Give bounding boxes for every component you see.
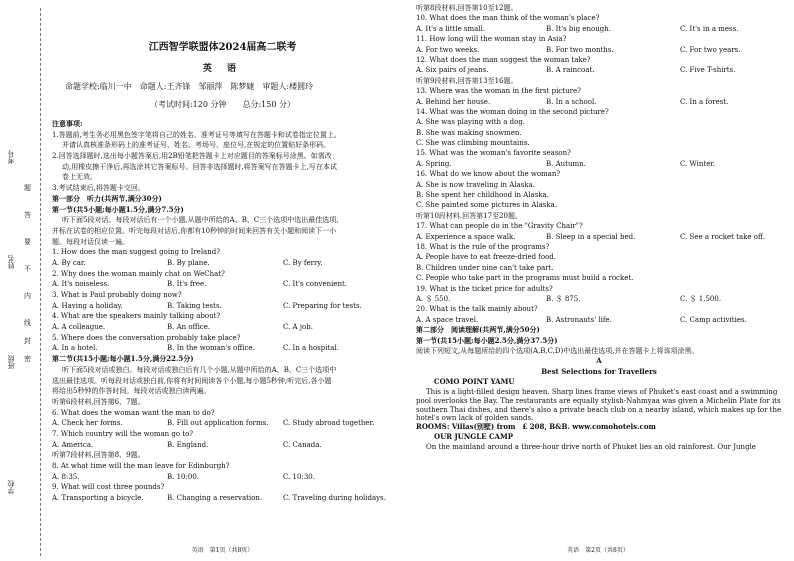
passage-subheading: OUR JUNGLE CAMP: [434, 431, 513, 441]
question-options: [416, 46, 782, 56]
option-c[interactable]: C. By ferry.: [283, 258, 323, 267]
instruction-line: 题。每段对话仅读一遍。: [52, 237, 129, 246]
question-options: [52, 302, 390, 313]
question-options: [52, 419, 390, 430]
option-c[interactable]: C. It's in a mess.: [680, 24, 739, 33]
option-a[interactable]: A. A space travel.: [416, 315, 479, 324]
instruction-line: 听下面5段对话。每段对话后有一个小题,从题中所给的A、B、C三个选项中选出最佳选项,: [62, 216, 339, 225]
option-a[interactable]: A. For two weeks.: [416, 45, 480, 54]
option-a[interactable]: A. Spring.: [416, 159, 452, 168]
option-a[interactable]: A. America.: [52, 440, 94, 449]
margin-glyph: 密: [24, 355, 31, 363]
option-a[interactable]: A. It's noiseless.: [52, 280, 110, 289]
note-line: 3.考试结束后,将答题卡交回。: [52, 184, 145, 193]
option-b[interactable]: B. Taking tests.: [167, 301, 222, 310]
option-a[interactable]: A. Experience a space walk.: [416, 232, 516, 241]
question-stem: 4. What are the speakers mainly talking about?: [52, 312, 221, 321]
margin-glyph: 内: [24, 292, 31, 300]
page-1-footer: 英语 第1页（共8页）: [191, 546, 254, 554]
option-a[interactable]: A. She is now traveling in Alaska.: [416, 180, 535, 189]
option-b[interactable]: B. Astronauts' life.: [546, 315, 612, 324]
option-b[interactable]: B. Autumn.: [546, 159, 586, 168]
option-c[interactable]: C. In a hospital.: [283, 344, 339, 353]
seal-line: [40, 8, 41, 556]
question-stem: 7. Which country will the woman go to?: [52, 429, 194, 438]
option-c[interactable]: C. Winter.: [680, 159, 716, 168]
page-2-footer: 英语 第2页（共8页）: [567, 546, 629, 554]
option-b[interactable]: B. An office.: [167, 323, 211, 332]
option-c[interactable]: C. Five T-shirts.: [680, 66, 736, 75]
question-options: [416, 160, 782, 170]
instruction-line: 听下面5段对话或独白。每段对话或独白后有几个小题,从题中所给的A、B、C三个选项中: [62, 365, 337, 374]
instruction-line: 并标在试卷的相应位置。听完每段对话后,你都有10秒钟的时间来回答有关小题和阅读下一小: [52, 226, 337, 235]
question-stem: 3. What is Paul probably doing now?: [52, 291, 182, 299]
option-a[interactable]: A. Check her forms.: [52, 419, 123, 428]
question-stem: 11. How long will the woman stay in Asia?: [416, 35, 567, 44]
option-a[interactable]: A. Six pairs of jeans.: [416, 66, 489, 75]
option-b[interactable]: B. By plane.: [167, 258, 210, 267]
option-a[interactable]: A. She was playing with a dog.: [416, 118, 526, 127]
option-b[interactable]: B. It's big enough.: [546, 24, 611, 33]
option-a[interactable]: A. 8:35.: [52, 472, 80, 481]
question-stem: 18. What is the rule of the programs?: [416, 242, 550, 251]
margin-glyph: 答: [24, 211, 31, 219]
passage-paragraph: On the mainland around a three-hour drive north of Phuket lies an old rainforest. Our Jungle: [426, 443, 756, 452]
note-line: 卷上无效。: [62, 173, 97, 182]
option-c[interactable]: C. In a forest.: [680, 97, 729, 106]
question-stem: 16. What do we know about the woman?: [416, 170, 561, 179]
option-c[interactable]: C. People who take part in the programs must build a rocket.: [416, 274, 634, 283]
question-options: [416, 98, 782, 108]
listening-material-note: 听第6段材料,回答第6、7题。: [52, 397, 145, 406]
option-b[interactable]: B. 10:00.: [167, 472, 199, 481]
margin-label-name: 姓名: [7, 255, 15, 269]
question-stem: 5. Where does the conversation probably take place?: [52, 333, 241, 342]
question-options: [416, 233, 782, 243]
option-b[interactable]: B. Changing a reservation.: [167, 494, 263, 503]
option-c[interactable]: C. She was climbing mountains.: [416, 139, 530, 148]
option-b[interactable]: B. Sleep in a special bed.: [546, 232, 636, 241]
question-stem: 17. What can people do in the "Gravity Chair"?: [416, 222, 583, 231]
note-line: 1.答题前,考生务必用黑色签字笔将自己的姓名、准考证号等填写在答题卡和试卷指定位置上。: [52, 130, 341, 139]
question-options: [52, 441, 390, 452]
page-1-content: [52, 120, 390, 505]
option-b[interactable]: B. She spent her childhood in Alaska.: [416, 191, 549, 200]
page-2-content: [416, 4, 782, 452]
option-a[interactable]: A. People have to eat freeze-dried food.: [416, 253, 557, 262]
page-2: [412, 0, 784, 561]
passage-paragraph: This is a light-filled design heaven. Sharp lines frame views of Phuket's east coast and a swimming pool overlooks the Bay. The restaurants are equally stylish-Nahmyaa was given a Michelin Plate for its southern Thai dishes, and there's also a private beach club on a nearby island, which makes up for the hotel's own lack of golden sands.: [416, 388, 782, 423]
listening-material-note: 听第7段材料,回答第8、9题。: [52, 451, 145, 460]
page-1: [50, 0, 395, 561]
listening-material-note: 听第8段材料,回答第10至12题。: [416, 4, 518, 12]
option-b[interactable]: B. In a school.: [546, 97, 597, 106]
part1-heading: 第一部分 听力(共两节,满分30分): [52, 193, 162, 203]
option-b[interactable]: B. ＄ 875.: [546, 294, 581, 303]
option-b[interactable]: B. In the woman's office.: [167, 344, 255, 353]
option-c[interactable]: C. Camp activities.: [680, 315, 747, 324]
passage-subheading: COMO POINT YAMU: [434, 377, 515, 387]
option-a[interactable]: A. By car.: [52, 258, 86, 267]
margin-label-school: 学校: [7, 480, 15, 494]
subject-title: 英 语: [202, 64, 243, 74]
instruction-line: 将给出5秒钟的作答时间。每段对话或独白读两遍。: [52, 387, 211, 396]
rooms-info: ROOMS: Villas(别墅) from £ 208, B&B. www.comohotels.com: [416, 421, 656, 431]
question-options: [416, 25, 782, 35]
question-stem: 2. Why does the woman mainly chat on WeChat?: [52, 269, 225, 278]
exam-info: （考试时间:120 分钟 总分:150 分）: [149, 100, 295, 109]
option-a[interactable]: A. Transporting a bicycle.: [52, 494, 144, 503]
note-line: 并请认真核准条形码上的准考证号、姓名、考场号、座位号,在规定的位置贴好条形码。: [62, 141, 331, 150]
option-b[interactable]: B. A raincoat.: [546, 66, 595, 75]
question-stem: 8. At what time will the man leave for Edinburgh?: [52, 462, 230, 470]
option-a[interactable]: A. In a hotel.: [52, 344, 98, 353]
option-c[interactable]: C. ＄ 1,500.: [680, 294, 722, 303]
passage-title: Best Selections for Travellers: [541, 366, 657, 376]
question-options: [52, 494, 390, 505]
listening-material-note: 听第9段材料,回答第13至16题。: [416, 76, 518, 85]
question-options: [416, 66, 782, 76]
margin-label-class: 班级: [7, 355, 15, 369]
notes-heading: 注意事项:: [52, 119, 83, 128]
option-a[interactable]: A. ＄ 550.: [416, 294, 451, 303]
option-c[interactable]: C. Traveling during holidays.: [283, 494, 386, 503]
option-a[interactable]: A. Having a holiday.: [52, 301, 123, 310]
option-a[interactable]: A. It's a little small.: [416, 24, 486, 33]
instruction-line: 选出最佳选项。听每段对话或独白前,你将有时间阅读各个小题,每小题5秒钟;听完后,各小题: [52, 376, 332, 385]
question-stem: 9. What will cost three pounds?: [52, 483, 165, 492]
question-stem: 6. What does the woman want the man to do?: [52, 408, 215, 417]
margin-glyph: 线: [24, 319, 31, 327]
part2-sec1-heading: 第一节(共15小题;每小题2.5分,满分37.5分): [416, 335, 558, 345]
option-c[interactable]: C. She painted some pictures in Alaska.: [416, 201, 558, 210]
option-b[interactable]: B. Children under nine can't take part.: [416, 263, 554, 272]
listening-material-note: 听第10段材料,回答第17至20题。: [416, 211, 522, 220]
option-a[interactable]: A. Behind her house.: [416, 97, 491, 106]
option-b[interactable]: B. Fill out application forms.: [167, 419, 269, 428]
question-options: [52, 280, 390, 291]
part2-heading: 第二部分 阅读理解(共两节,满分50分): [416, 325, 540, 335]
question-stem: 15. What was the woman's favorite season?: [416, 149, 571, 158]
margin-glyph: 不: [24, 265, 31, 273]
margin-glyph: 要: [24, 238, 31, 246]
option-c[interactable]: C. 10:30.: [283, 472, 315, 481]
margin-glyph: 封: [24, 337, 31, 345]
part1-sec2-heading: 第二节(共15小题;每小题1.5分,满分22.5分): [52, 354, 194, 364]
reading-instruction: 阅读下列短文,从每题所给的四个选项(A,B,C,D)中选出最佳选项,并在答题卡上将该项涂黑。: [416, 346, 699, 355]
question-options: [52, 259, 390, 270]
margin-glyph: 题: [24, 184, 31, 192]
option-a[interactable]: A. A colleague.: [52, 323, 106, 332]
option-b[interactable]: B. She was making snowmen.: [416, 128, 522, 137]
option-c[interactable]: C. For two years.: [680, 45, 741, 54]
option-c[interactable]: C. It's convenient.: [283, 280, 348, 289]
question-stem: 12. What does the man suggest the woman take?: [416, 55, 591, 64]
option-c[interactable]: C. Preparing for tests.: [283, 301, 362, 310]
option-c[interactable]: C. See a rocket take off.: [680, 232, 765, 241]
question-stem: 14. What was the woman doing in the second picture?: [416, 107, 609, 116]
exam-title: 江西智学联盟体2024届高二联考: [148, 42, 297, 53]
question-options: [416, 295, 782, 305]
question-options: [52, 473, 390, 484]
option-c[interactable]: C. Canada.: [283, 440, 322, 449]
question-stem: 13. Where was the woman in the first picture?: [416, 87, 581, 96]
question-options: [52, 323, 390, 334]
binding-margin: [0, 0, 52, 561]
question-stem: 19. What is the ticket price for adults?: [416, 284, 553, 293]
option-b[interactable]: B. It's free.: [167, 280, 207, 289]
option-b[interactable]: B. For two months.: [546, 45, 614, 54]
option-c[interactable]: C. Study abroad together.: [283, 419, 375, 428]
note-line: 动,用橡皮擦干净后,再选涂其它答案标号。回答非选择题时,将答案写在答题卡上,写在本试: [62, 162, 337, 171]
note-line: 2.回答选择题时,选出每小题答案后,用2B铅笔把答题卡上对应题目的答案标号涂黑。如需改: [52, 152, 332, 161]
margin-label-exam-number: 考号: [7, 150, 15, 164]
question-stem: 10. What does the man think of the woman's place?: [416, 14, 600, 23]
authors-line: 命题学校:临川一中 命题人:王齐锋 邹丽萍 陈梦婕 审题人:楼圆玲: [65, 82, 314, 91]
passage-letter: A: [596, 356, 602, 366]
question-stem: 1. How does the man suggest going to Ireland?: [52, 248, 220, 257]
option-c[interactable]: C. A job.: [283, 323, 313, 332]
option-b[interactable]: B. England.: [167, 440, 209, 449]
question-stem: 20. What is the talk mainly about?: [416, 305, 538, 314]
part1-sec1-heading: 第一节(共5小题;每小题1.5分,满分7.5分): [52, 204, 184, 214]
